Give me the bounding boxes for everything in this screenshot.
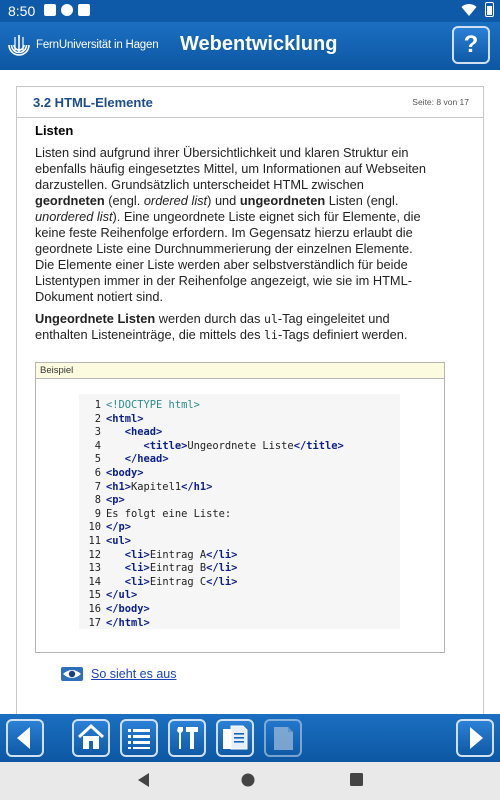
code-text <box>106 575 237 589</box>
code-tag: <html> <box>106 412 144 425</box>
back-arrow-icon <box>8 721 42 755</box>
code-tag: <ul> <box>106 535 132 547</box>
pages-button[interactable] <box>216 719 254 757</box>
line-number: 6 <box>94 467 101 479</box>
code-tag: </body> <box>106 603 150 615</box>
document-button[interactable] <box>264 719 302 757</box>
image-icon <box>44 4 56 16</box>
code-tag: <p> <box>106 494 125 507</box>
line-number: 8 <box>94 494 101 507</box>
code-indent <box>106 562 125 574</box>
system-nav-bar <box>0 762 500 800</box>
code-doctype: <!DOCTYPE html> <box>106 399 200 411</box>
code-indent <box>106 426 125 438</box>
paragraph-unordered-lists: Ungeordnete Listen werden durch das ul-Tag eingeleitet und enthalten Listeneinträge, die mittels des li-Tags definiert werden. <box>35 311 408 342</box>
code-text <box>106 534 131 548</box>
line-number: 2 <box>94 412 101 425</box>
line-number: 9 <box>94 507 101 520</box>
eye-icon <box>61 667 83 681</box>
sd-card-icon <box>78 4 90 16</box>
logo-text: FernUniversität in Hagen <box>36 39 159 51</box>
line-number: 5 <box>94 453 101 466</box>
code-text <box>106 602 150 616</box>
paragraph-lists-intro: Listen sind aufgrund ihrer Übersichtlichkeit und klaren Struktur ein ebenfalls häufig eingesetztes Mittel, um Informationen auf Webseiten darzustellen. Grundsätzlich unterscheidet HTML zwischen geordneten (engl. ordered list) und ungeordneten Listen (engl. unordered list). Eine ungeordnete Liste eignet sich für Elemente, die keine feste Reihenfolge erfordern. Im Gegensatz hierzu erlaubt die geordnete Liste eine Durchnummerierung der einzelnen Elemente. Die Elemente einer Liste werden aber selbstverständlich für beide Listentypen immer in der Reihenfolge angezeigt, wie sie im HTML-Dokument notiert sind. <box>35 145 427 304</box>
code-tag: </p> <box>106 521 132 534</box>
status-bar <box>0 0 500 22</box>
code-content: Eintrag B <box>149 562 207 575</box>
code-tag: <h1> <box>106 480 132 493</box>
line-number: 13 <box>88 562 101 575</box>
code-text <box>106 398 200 412</box>
divider <box>17 117 483 118</box>
code-content: Ungeordnete Liste <box>187 439 294 452</box>
battery-icon <box>485 2 494 17</box>
code-tag: </li> <box>206 562 238 575</box>
document-icon <box>266 721 300 755</box>
code-indent <box>106 576 125 588</box>
code-tag: </h1> <box>181 480 213 493</box>
code-text <box>106 452 169 466</box>
home-icon <box>74 721 108 755</box>
fernuni-logo-icon <box>6 32 32 58</box>
section-title: 3.2 HTML-Elemente <box>33 95 153 110</box>
example-box <box>35 362 445 653</box>
line-number: 4 <box>94 439 101 452</box>
code-text <box>106 561 237 575</box>
code-indent <box>106 440 144 452</box>
notification-icons <box>44 4 90 16</box>
code-text <box>106 466 144 480</box>
flipboard-icon <box>61 4 73 16</box>
wifi-icon <box>461 3 477 17</box>
previous-page-button[interactable] <box>6 719 44 757</box>
code-indent <box>106 549 125 561</box>
code-tag: <body> <box>106 467 144 479</box>
code-tag: </li> <box>206 575 238 588</box>
code-tag: </li> <box>206 548 238 561</box>
code-tag: </head> <box>124 453 169 466</box>
app-title: Webentwicklung <box>180 33 338 55</box>
line-number: 12 <box>88 548 101 561</box>
home-circle-icon[interactable] <box>241 773 255 787</box>
status-time: 8:50 <box>8 3 36 19</box>
line-number: 7 <box>94 480 101 493</box>
line-number: 11 <box>88 535 101 547</box>
line-number: 10 <box>88 521 101 534</box>
code-tag: <head> <box>124 426 163 439</box>
code-text <box>106 616 150 630</box>
line-number: 17 <box>88 616 101 629</box>
code-content: Eintrag C <box>149 575 207 588</box>
code-indent <box>106 453 125 465</box>
code-text <box>106 520 131 534</box>
code-tag: </ul> <box>106 589 138 602</box>
code-content: Eintrag A <box>149 548 207 561</box>
code-tag: </title> <box>293 439 344 452</box>
line-number: 14 <box>88 575 101 588</box>
code-listing <box>79 394 400 629</box>
document-pages-icon <box>218 721 252 755</box>
example-label: Beispiel <box>36 363 444 379</box>
forward-arrow-icon <box>458 721 492 755</box>
line-number: 1 <box>94 399 101 411</box>
recents-square-icon[interactable] <box>350 773 363 786</box>
see-result-link-text[interactable]: So sieht es aus <box>91 667 177 681</box>
code-text <box>106 588 137 602</box>
code-text <box>106 548 237 562</box>
page-indicator: Seite: 8 von 17 <box>412 97 469 107</box>
back-triangle-icon[interactable] <box>138 773 150 787</box>
university-logo <box>6 32 158 58</box>
tools-button[interactable] <box>168 719 206 757</box>
code-tag: <li> <box>124 548 150 561</box>
line-number: 16 <box>88 603 101 615</box>
code-content: Kapitel1 <box>131 480 182 493</box>
content-area[interactable] <box>0 70 500 714</box>
code-tag: </html> <box>106 616 150 629</box>
content-card <box>16 86 484 714</box>
contents-button[interactable] <box>120 719 158 757</box>
code-tag: <title> <box>143 439 188 452</box>
bottom-toolbar <box>0 714 500 762</box>
code-text <box>106 507 231 521</box>
help-button[interactable]: ? <box>452 26 490 64</box>
home-button[interactable] <box>72 719 110 757</box>
code-content: Es folgt eine Liste: <box>106 507 232 520</box>
next-page-button[interactable] <box>456 719 494 757</box>
system-icons <box>461 2 494 17</box>
tools-icon <box>170 721 204 755</box>
line-number: 3 <box>94 426 101 439</box>
code-text <box>106 493 125 507</box>
code-tag: <li> <box>124 562 150 575</box>
line-number: 15 <box>88 589 101 602</box>
app-header <box>0 22 500 70</box>
subheading: Listen <box>35 123 74 138</box>
code-text <box>106 425 162 439</box>
code-text <box>106 480 212 494</box>
code-text <box>106 412 144 426</box>
see-result-link[interactable] <box>61 667 176 681</box>
code-text <box>106 439 344 453</box>
list-icon <box>122 721 156 755</box>
code-tag: <li> <box>124 575 150 588</box>
